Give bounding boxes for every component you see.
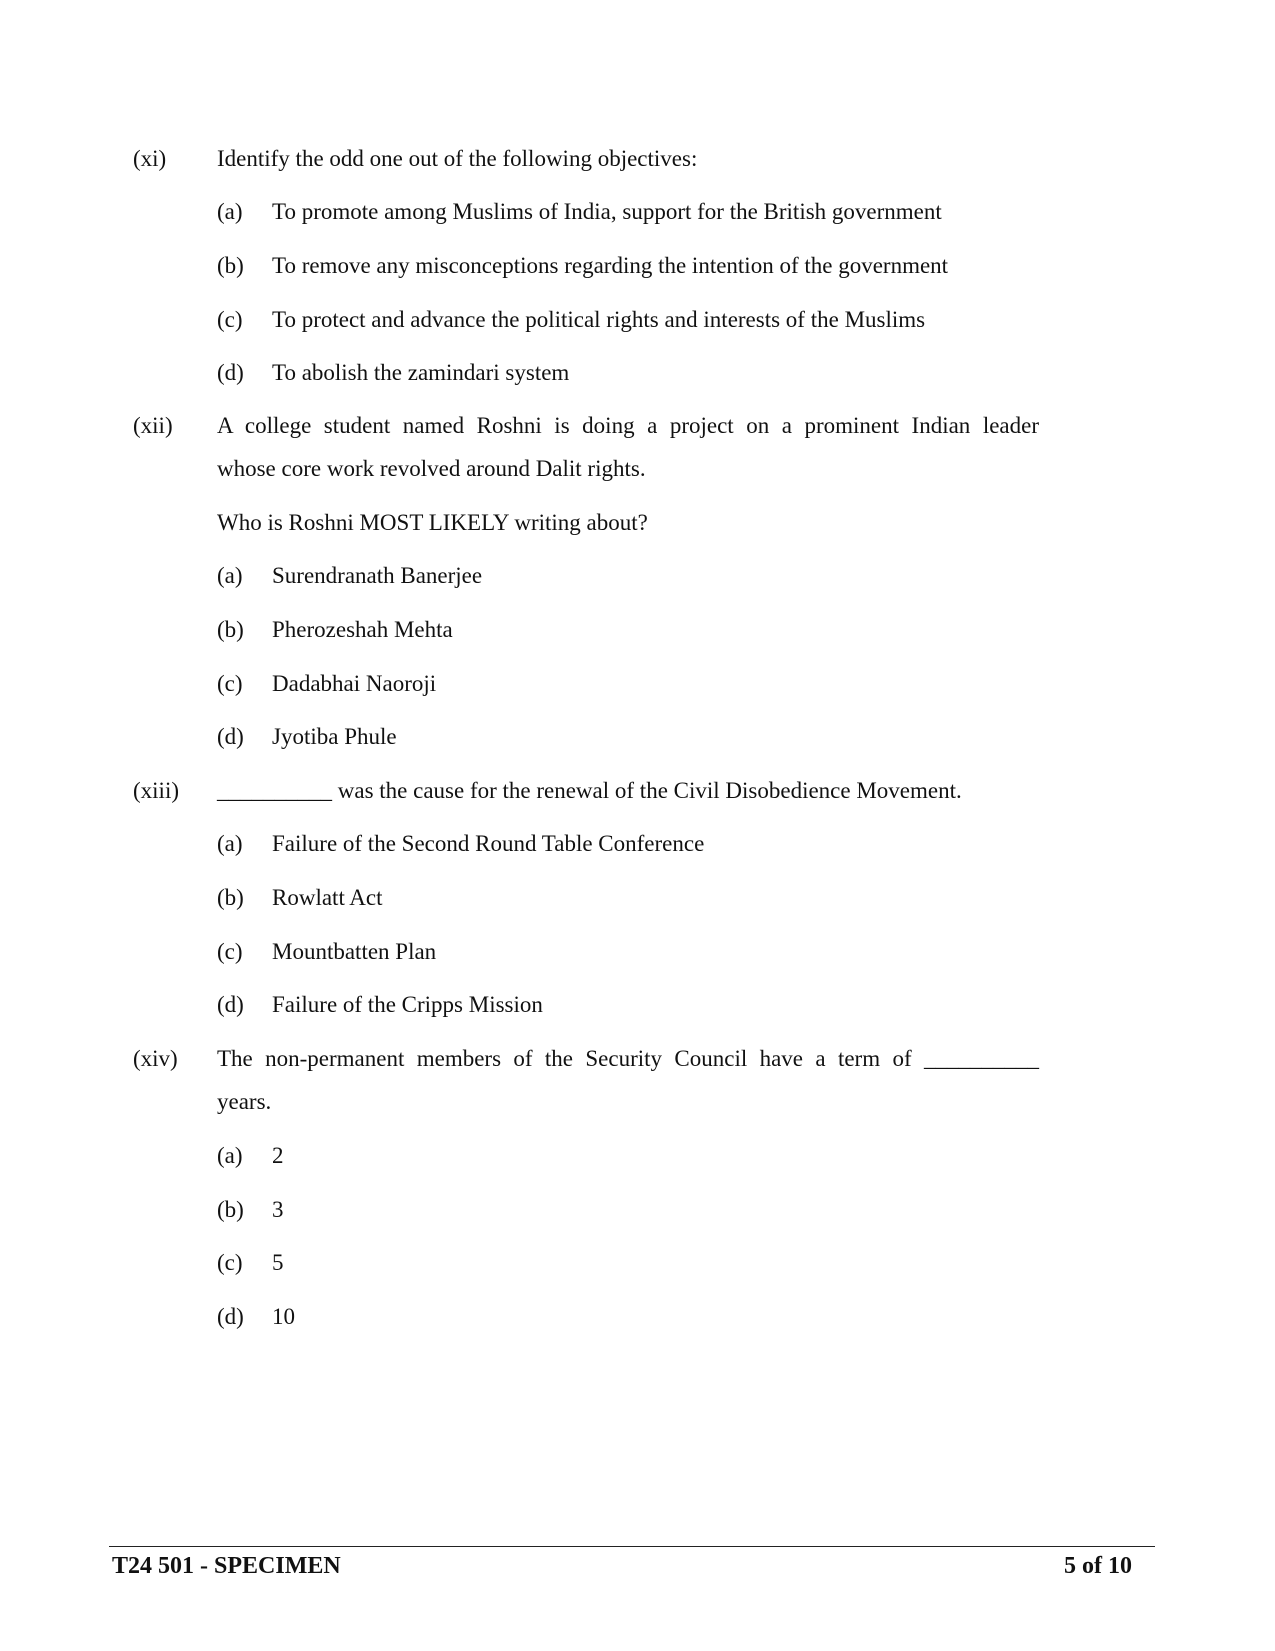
- question-prompt: Who is Roshni MOST LIKELY writing about?: [217, 510, 648, 535]
- question-stem: The non-permanent members of the Security Council have a term of __________: [217, 1046, 1039, 1071]
- footer-divider: [109, 1546, 1155, 1547]
- option-letter: (c): [217, 939, 243, 964]
- question-number: (xiv): [133, 1046, 178, 1071]
- option-letter: (b): [217, 617, 244, 642]
- option-letter: (b): [217, 885, 244, 910]
- option-text: Failure of the Second Round Table Conference: [272, 831, 705, 856]
- option-text: Dadabhai Naoroji: [272, 671, 437, 696]
- question-number: (xii): [133, 413, 173, 438]
- option-letter: (c): [217, 1250, 243, 1275]
- option-text: To protect and advance the political rights and interests of the Muslims: [272, 307, 926, 332]
- option-letter: (d): [217, 360, 244, 385]
- question-stem: whose core work revolved around Dalit rights.: [217, 456, 646, 481]
- option-text: 5: [272, 1250, 284, 1275]
- option-letter: (b): [217, 253, 244, 278]
- question-number: (xiii): [133, 778, 179, 803]
- option-text: Rowlatt Act: [272, 885, 383, 910]
- option-text: 3: [272, 1197, 284, 1222]
- option-text: To promote among Muslims of India, support for the British government: [272, 199, 942, 224]
- option-letter: (a): [217, 1143, 243, 1168]
- option-text: Jyotiba Phule: [272, 724, 397, 749]
- option-letter: (a): [217, 199, 243, 224]
- page-number: 5 of 10: [1064, 1553, 1132, 1579]
- option-letter: (a): [217, 563, 243, 588]
- option-text: 10: [272, 1304, 295, 1329]
- option-letter: (c): [217, 307, 243, 332]
- option-letter: (a): [217, 831, 243, 856]
- option-letter: (d): [217, 1304, 244, 1329]
- option-text: Pherozeshah Mehta: [272, 617, 453, 642]
- option-text: To remove any misconceptions regarding the intention of the government: [272, 253, 949, 278]
- option-letter: (d): [217, 724, 244, 749]
- question-stem: A college student named Roshni is doing a project on a prominent Indian leader: [217, 413, 1039, 438]
- option-letter: (b): [217, 1197, 244, 1222]
- question-stem: Identify the odd one out of the following objectives:: [217, 146, 698, 171]
- paper-code: T24 501 - SPECIMEN: [112, 1553, 341, 1579]
- option-text: 2: [272, 1143, 284, 1168]
- option-letter: (c): [217, 671, 243, 696]
- option-text: Mountbatten Plan: [272, 939, 437, 964]
- question-stem: years.: [217, 1089, 272, 1114]
- option-text: Failure of the Cripps Mission: [272, 992, 543, 1017]
- option-text: Surendranath Banerjee: [272, 563, 483, 588]
- option-letter: (d): [217, 992, 244, 1017]
- option-text: To abolish the zamindari system: [272, 360, 570, 385]
- question-stem: __________ was the cause for the renewal of the Civil Disobedience Movement.: [217, 778, 962, 803]
- question-number: (xi): [133, 146, 167, 171]
